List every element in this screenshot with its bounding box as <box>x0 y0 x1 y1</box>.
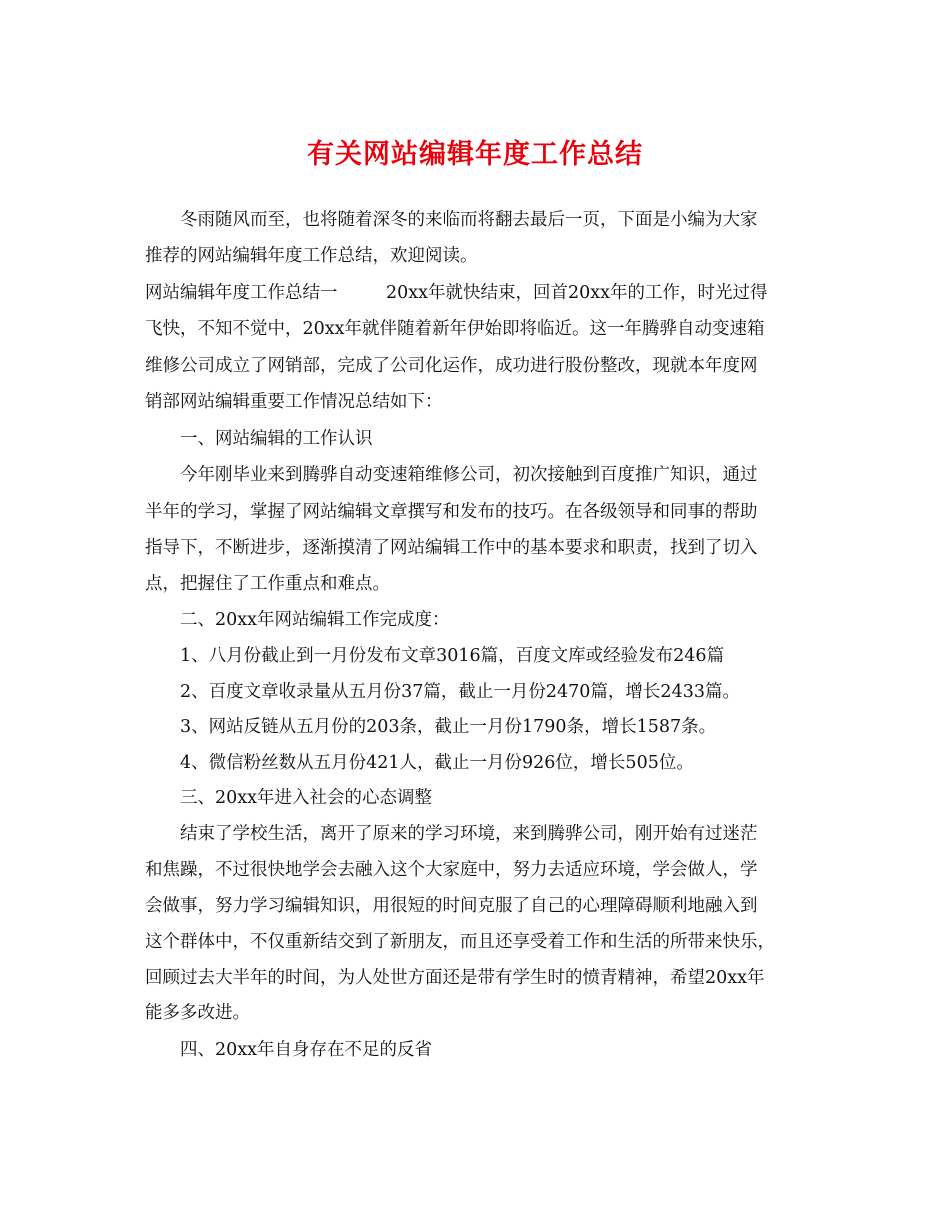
paragraph-line: 销部网站编辑重要工作情况总结如下： <box>145 392 443 412</box>
paragraph-line: 冬雨随风而至，也将随着深冬的来临而将翻去最后一页，下面是小编为大家 <box>180 210 758 230</box>
paragraph-line: 点，把握住了工作重点和难点。 <box>145 574 390 594</box>
list-item: 4、微信粉丝数从五月份421人，截止一月份926位，增长505位。 <box>180 753 694 773</box>
paragraph-line: 会做事，努力学习编辑知识，用很短的时间克服了自己的心理障碍顺利地融入到 <box>145 896 758 916</box>
paragraph-line: 20xx年就快结束，回首20xx年的工作，时光过得 <box>386 283 768 303</box>
paragraph-line: 这个群体中，不仅重新结交到了新朋友，而且还享受着工作和生活的所带来快乐， <box>145 932 775 952</box>
section-heading: 一、网站编辑的工作认识 <box>180 429 373 449</box>
list-item: 2、百度文章收录量从五月份37篇，截止一月份2470篇，增长2433篇。 <box>180 682 740 702</box>
section-heading: 三、20xx年进入社会的心态调整 <box>180 788 433 808</box>
paragraph-line: 和焦躁，不过很快地学会去融入这个大家庭中，努力去适应环境，学会做人，学 <box>145 860 758 880</box>
paragraph-line: 飞快，不知不觉中，20xx年就伴随着新年伊始即将临近。这一年腾骅自动变速箱 <box>145 319 765 339</box>
section-heading: 二、20xx年网站编辑工作完成度： <box>180 610 450 630</box>
document-title: 有关网站编辑年度工作总结 <box>307 139 643 170</box>
paragraph-line: 维修公司成立了网销部，完成了公司化运作，成功进行股份整改，现就本年度网 <box>145 356 758 376</box>
paragraph-line: 指导下，不断进步，逐渐摸清了网站编辑工作中的基本要求和职责，找到了切入 <box>145 538 758 558</box>
paragraph-line: 网站编辑年度工作总结一 <box>145 283 338 303</box>
paragraph-line: 回顾过去大半年的时间，为人处世方面还是带有学生时的愤青精神，希望20xx年 <box>145 968 765 988</box>
paragraph-line: 推荐的网站编辑年度工作总结，欢迎阅读。 <box>145 246 478 266</box>
list-item: 3、网站反链从五月份的203条，截止一月份1790条，增长1587条。 <box>180 717 717 737</box>
section-heading: 四、20xx年自身存在不足的反省 <box>180 1040 433 1060</box>
paragraph-line: 今年刚毕业来到腾骅自动变速箱维修公司，初次接触到百度推广知识，通过 <box>180 465 758 485</box>
paragraph-line: 能多多改进。 <box>145 1003 250 1023</box>
paragraph-line: 半年的学习，掌握了网站编辑文章撰写和发布的技巧。在各级领导和同事的帮助 <box>145 502 758 522</box>
list-item: 1、八月份截止到一月份发布文章3016篇，百度文库或经验发布246篇 <box>180 646 725 666</box>
paragraph-line: 结束了学校生活，离开了原来的学习环境，来到腾骅公司，刚开始有过迷茫 <box>180 824 758 844</box>
